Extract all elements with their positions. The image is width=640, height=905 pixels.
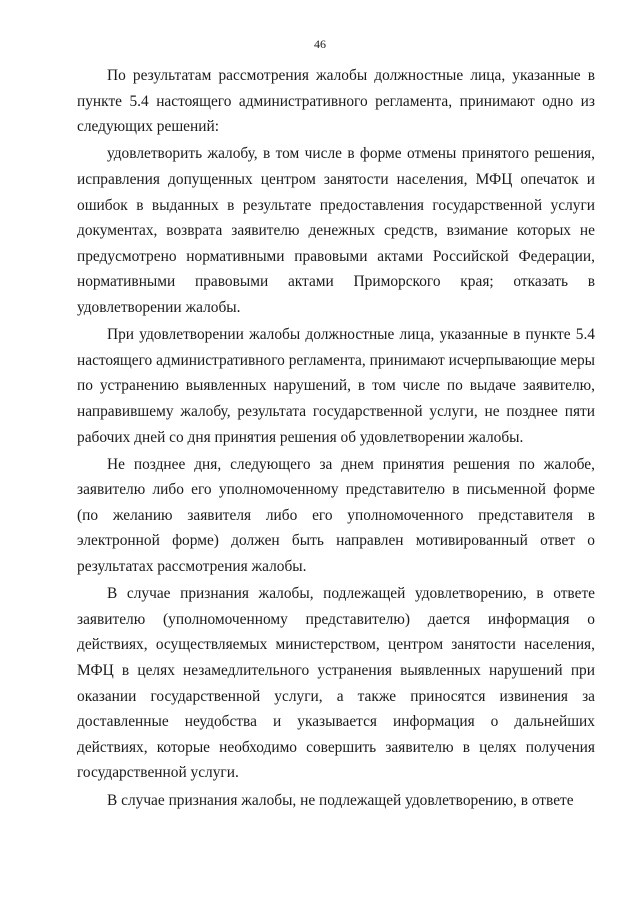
paragraph-response-if-satisfied: В случае признания жалобы, подлежащей удовлетворению, в ответе заявителю (уполномоченному представителю) дается информация о действиях, осуществляемых министерством, центром занятости населения, МФЦ в целях незамедлительного устранения выявленных нарушений при оказании государственной услуги, а также приносятся извинения за доставленные неудобства и указывается информация о дальнейших действиях, которые необходимо совершить заявителю в целях получения государственной услуги. bbox=[77, 585, 595, 782]
paragraph-decision-options: По результатам рассмотрения жалобы должностные лица, указанные в пункте 5.4 настоящего административного регламента, принимают одно из следующих решений: bbox=[77, 67, 595, 136]
page-number: 46 bbox=[314, 37, 326, 51]
paragraph-satisfy-complaint: удовлетворить жалобу, в том числе в форме отмены принятого решения, исправления допущенных центром занятости населения, МФЦ опечаток и ошибок в выданных в результате предоставления государственной услуги документах, возврата заявителю денежных средств, взимание которых не предусмотрено нормативными правовыми актами Российской Федерации, нормативными правовыми актами Приморского края; отказать в удовлетворении жалобы. bbox=[77, 145, 595, 316]
paragraph-reasoned-response: Не позднее дня, следующего за днем принятия решения по жалобе, заявителю либо его уполномоченному представителю в письменной форме (по желанию заявителя либо его уполномоченного представителя в электронной форме) должен быть направлен мотивированный ответ о результатах рассмотрения жалобы. bbox=[77, 455, 595, 576]
paragraph-response-if-rejected: В случае признания жалобы, не подлежащей удовлетворению, в ответе bbox=[107, 791, 574, 809]
document-body bbox=[77, 63, 595, 813]
paragraph-measures-on-satisfaction: При удовлетворении жалобы должностные лица, указанные в пункте 5.4 настоящего административного регламента, принимают исчерпывающие меры по устранению выявленных нарушений, в том числе по выдаче заявителю, направившему жалобу, результата государственной услуги, не позднее пяти рабочих дней со дня принятия решения об удовлетворении жалобы. bbox=[77, 326, 595, 446]
